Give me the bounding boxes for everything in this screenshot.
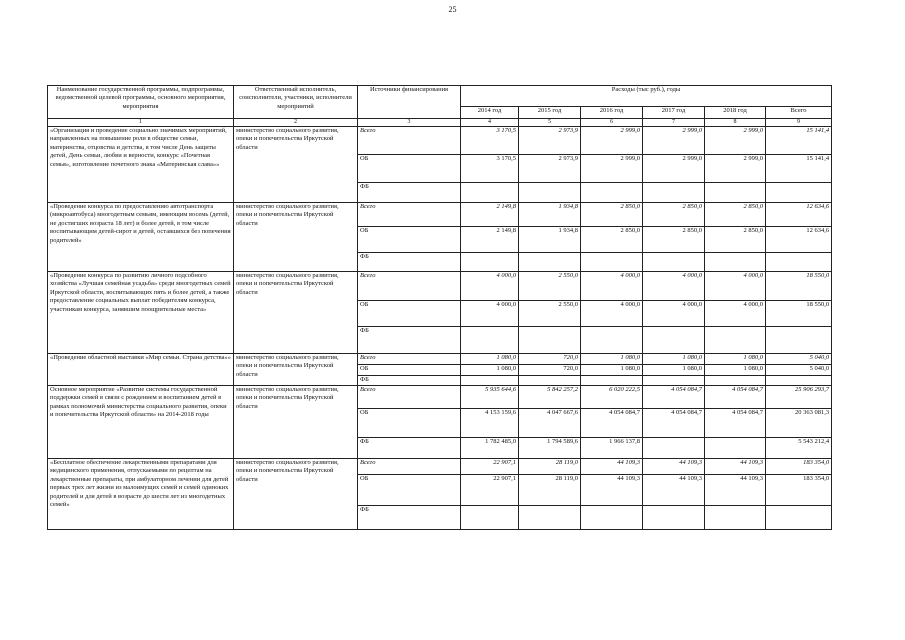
table-row bbox=[48, 272, 832, 301]
year-value: 2 850,0 bbox=[581, 227, 643, 253]
measure-executor: министерство социального развития, опеки и попечительства Иркутской области bbox=[234, 127, 358, 203]
funding-source: ОБ bbox=[358, 475, 461, 506]
total-value bbox=[766, 506, 832, 530]
funding-source: ОБ bbox=[358, 227, 461, 253]
year-value: 28 119,0 bbox=[519, 475, 581, 506]
total-value: 20 363 081,3 bbox=[766, 409, 832, 438]
header-year: 2016 год bbox=[581, 107, 643, 119]
header-total: Всего bbox=[766, 107, 832, 119]
measure-name: «Бесплатное обеспечение лекарственными препаратами для медицинского применения, отпускаемыми по рецептам на лекарственные препараты, при амбулаторном лечении для детей первых трех лет жизни из малоимущих семей и семей одиноких родителей и для детей в возрасте до шести лет из многодетных семей» bbox=[48, 459, 234, 530]
year-value: 2 850,0 bbox=[705, 227, 766, 253]
table-row bbox=[48, 354, 832, 365]
year-value: 4 000,0 bbox=[581, 301, 643, 327]
year-value bbox=[643, 327, 705, 354]
column-number: 6 bbox=[581, 119, 643, 127]
year-value: 4 000,0 bbox=[705, 272, 766, 301]
header-year: 2014 год bbox=[461, 107, 519, 119]
header-year: 2015 год bbox=[519, 107, 581, 119]
measure-name: «Проведение конкурса по развитию личного подсобного хозяйства «Лучшая семейная усадьба» среди многодетных семей Иркутской области, воспитывающих пять и более детей, а также предоставление социальных выплат победителям конкурса, участникам конкурса, занявшим поощрительные места» bbox=[48, 272, 234, 354]
year-value bbox=[519, 506, 581, 530]
year-value: 1 794 589,6 bbox=[519, 438, 581, 459]
header-executor: Ответственный исполнитель, соисполнители, участники, исполнители мероприятий bbox=[234, 86, 358, 119]
year-value: 22 907,1 bbox=[461, 475, 519, 506]
funding-source: Всего bbox=[358, 354, 461, 365]
year-value: 1 080,0 bbox=[643, 365, 705, 376]
total-value: 5 543 212,4 bbox=[766, 438, 832, 459]
funding-source: ФБ bbox=[358, 376, 461, 386]
column-number: 9 bbox=[766, 119, 832, 127]
year-value: 1 080,0 bbox=[581, 354, 643, 365]
year-value bbox=[643, 506, 705, 530]
column-number: 7 bbox=[643, 119, 705, 127]
year-value: 4 000,0 bbox=[705, 301, 766, 327]
year-value: 4 054 084,7 bbox=[705, 409, 766, 438]
measure-name: Основное мероприятие «Развитие системы государственной поддержки семей в связи с рождением и воспитанием детей в рамках полномочий министерства социального развития, опеки и попечительства Иркутской области» на 2014-2018 годы bbox=[48, 386, 234, 459]
year-value: 1 782 485,0 bbox=[461, 438, 519, 459]
year-value: 720,0 bbox=[519, 354, 581, 365]
year-value: 1 966 137,8 bbox=[581, 438, 643, 459]
year-value bbox=[519, 327, 581, 354]
table-row bbox=[48, 459, 832, 475]
column-number: 5 bbox=[519, 119, 581, 127]
year-value: 1 934,8 bbox=[519, 227, 581, 253]
year-value: 4 000,0 bbox=[643, 272, 705, 301]
measure-executor: министерство социального развития, опеки и попечительства Иркутской области bbox=[234, 386, 358, 459]
year-value: 1 934,8 bbox=[519, 203, 581, 227]
year-value: 2 973,9 bbox=[519, 155, 581, 183]
total-value bbox=[766, 327, 832, 354]
year-value: 2 999,0 bbox=[705, 127, 766, 155]
measure-executor: министерство социального развития, опеки и попечительства Иркутской области bbox=[234, 272, 358, 354]
year-value: 4 054 084,7 bbox=[643, 409, 705, 438]
total-value: 18 550,0 bbox=[766, 301, 832, 327]
measure-name: «Организация и проведение социально значимых мероприятий, направленных на повышение роли в обществе семьи, материнства, отцовства и детства, в том числе День защиты детей, День семьи, любви и верности, конкурс «Почетная семья», изготовление почетного знака «Материнская слава»» bbox=[48, 127, 234, 203]
funding-source: ФБ bbox=[358, 253, 461, 272]
funding-source: Всего bbox=[358, 459, 461, 475]
year-value: 3 170,5 bbox=[461, 127, 519, 155]
year-value: 4 000,0 bbox=[581, 272, 643, 301]
measure-executor: министерство социального развития, опеки и попечительства Иркутской области bbox=[234, 203, 358, 272]
year-value: 2 999,0 bbox=[581, 155, 643, 183]
year-value: 4 000,0 bbox=[461, 301, 519, 327]
funding-source: ОБ bbox=[358, 365, 461, 376]
year-value: 2 550,0 bbox=[519, 301, 581, 327]
year-value: 4 054 084,7 bbox=[705, 386, 766, 409]
funding-source: ФБ bbox=[358, 438, 461, 459]
year-value: 28 119,0 bbox=[519, 459, 581, 475]
year-value: 1 080,0 bbox=[461, 365, 519, 376]
total-value bbox=[766, 253, 832, 272]
year-value: 1 080,0 bbox=[705, 354, 766, 365]
total-value: 15 141,4 bbox=[766, 155, 832, 183]
header-sources: Источники финансирования bbox=[358, 86, 461, 119]
year-value: 2 550,0 bbox=[519, 272, 581, 301]
year-value: 720,0 bbox=[519, 365, 581, 376]
funding-source: ОБ bbox=[358, 301, 461, 327]
funding-source: ФБ bbox=[358, 327, 461, 354]
year-value: 4 054 084,7 bbox=[643, 386, 705, 409]
total-value: 5 040,0 bbox=[766, 365, 832, 376]
year-value bbox=[461, 253, 519, 272]
header-name: Наименование государственной программы, подпрограммы, ведомственной целевой программы, основного мероприятия, мероприятия bbox=[48, 86, 234, 119]
measure-name: «Проведение областной выставки «Мир семьи. Страна детства»» bbox=[48, 354, 234, 386]
year-value bbox=[643, 253, 705, 272]
year-value: 2 999,0 bbox=[581, 127, 643, 155]
total-value: 15 141,4 bbox=[766, 127, 832, 155]
funding-source: ОБ bbox=[358, 155, 461, 183]
year-value bbox=[581, 506, 643, 530]
header-year: 2017 год bbox=[643, 107, 705, 119]
year-value: 44 109,3 bbox=[705, 475, 766, 506]
total-value bbox=[766, 376, 832, 386]
year-value bbox=[461, 376, 519, 386]
total-value: 12 634,6 bbox=[766, 203, 832, 227]
column-number: 3 bbox=[358, 119, 461, 127]
year-value bbox=[461, 327, 519, 354]
total-value: 183 354,0 bbox=[766, 475, 832, 506]
year-value: 3 170,5 bbox=[461, 155, 519, 183]
budget-table bbox=[47, 85, 832, 530]
funding-source: ФБ bbox=[358, 506, 461, 530]
year-value: 2 149,8 bbox=[461, 203, 519, 227]
page-number: 25 bbox=[448, 5, 457, 14]
year-value: 4 153 159,6 bbox=[461, 409, 519, 438]
year-value: 2 149,8 bbox=[461, 227, 519, 253]
total-value: 12 634,6 bbox=[766, 227, 832, 253]
year-value: 2 850,0 bbox=[581, 203, 643, 227]
header-expenses: Расходы (тыс руб.), годы bbox=[461, 86, 832, 107]
funding-source: ФБ bbox=[358, 183, 461, 203]
total-value bbox=[766, 183, 832, 203]
year-value: 44 109,3 bbox=[643, 475, 705, 506]
measure-executor: министерство социального развития, опеки и попечительства Иркутской области bbox=[234, 354, 358, 386]
year-value: 4 000,0 bbox=[461, 272, 519, 301]
year-value bbox=[461, 506, 519, 530]
year-value bbox=[581, 253, 643, 272]
year-value: 44 109,3 bbox=[581, 459, 643, 475]
year-value: 2 999,0 bbox=[705, 155, 766, 183]
column-number: 4 bbox=[461, 119, 519, 127]
year-value bbox=[643, 183, 705, 203]
year-value bbox=[705, 327, 766, 354]
year-value: 1 080,0 bbox=[581, 365, 643, 376]
year-value: 2 999,0 bbox=[643, 155, 705, 183]
total-value: 25 906 293,7 bbox=[766, 386, 832, 409]
year-value: 4 000,0 bbox=[643, 301, 705, 327]
funding-source: ОБ bbox=[358, 409, 461, 438]
year-value: 2 850,0 bbox=[643, 203, 705, 227]
table-row bbox=[48, 203, 832, 227]
table-row bbox=[48, 127, 832, 155]
year-value: 1 080,0 bbox=[643, 354, 705, 365]
year-value: 5 935 644,6 bbox=[461, 386, 519, 409]
year-value bbox=[643, 438, 705, 459]
year-value: 1 080,0 bbox=[461, 354, 519, 365]
year-value: 44 109,3 bbox=[705, 459, 766, 475]
year-value: 4 047 667,6 bbox=[519, 409, 581, 438]
year-value bbox=[705, 506, 766, 530]
year-value: 22 907,1 bbox=[461, 459, 519, 475]
year-value bbox=[705, 183, 766, 203]
year-value: 2 999,0 bbox=[643, 127, 705, 155]
year-value: 2 850,0 bbox=[705, 203, 766, 227]
header-year: 2018 год bbox=[705, 107, 766, 119]
column-number: 2 bbox=[234, 119, 358, 127]
column-number: 1 bbox=[48, 119, 234, 127]
total-value: 18 550,0 bbox=[766, 272, 832, 301]
year-value bbox=[581, 327, 643, 354]
year-value: 44 109,3 bbox=[581, 475, 643, 506]
funding-source: Всего bbox=[358, 127, 461, 155]
funding-source: Всего bbox=[358, 203, 461, 227]
table-row bbox=[48, 386, 832, 409]
year-value bbox=[705, 438, 766, 459]
year-value: 2 850,0 bbox=[643, 227, 705, 253]
total-value: 183 354,0 bbox=[766, 459, 832, 475]
funding-source: Всего bbox=[358, 386, 461, 409]
year-value bbox=[705, 376, 766, 386]
measure-executor: министерство социального развития, опеки и попечительства Иркутской области bbox=[234, 459, 358, 530]
year-value: 5 842 257,2 bbox=[519, 386, 581, 409]
year-value: 44 109,3 bbox=[643, 459, 705, 475]
year-value bbox=[519, 183, 581, 203]
year-value: 6 020 222,5 bbox=[581, 386, 643, 409]
year-value bbox=[519, 376, 581, 386]
year-value: 1 080,0 bbox=[705, 365, 766, 376]
year-value bbox=[643, 376, 705, 386]
column-number: 8 bbox=[705, 119, 766, 127]
year-value bbox=[705, 253, 766, 272]
year-value bbox=[581, 183, 643, 203]
year-value bbox=[461, 183, 519, 203]
total-value: 5 040,0 bbox=[766, 354, 832, 365]
funding-source: Всего bbox=[358, 272, 461, 301]
year-value: 4 054 084,7 bbox=[581, 409, 643, 438]
measure-name: «Проведение конкурса по предоставлению автотранспорта (микроавтобуса) многодетным семьям, имеющим восемь (детей, не достигших возраста 18 лет) и более детей, в том числе воспитывающим детей-сирот и детей, оставшихся без попечения родителей» bbox=[48, 203, 234, 272]
year-value bbox=[581, 376, 643, 386]
year-value: 2 973,9 bbox=[519, 127, 581, 155]
year-value bbox=[519, 253, 581, 272]
